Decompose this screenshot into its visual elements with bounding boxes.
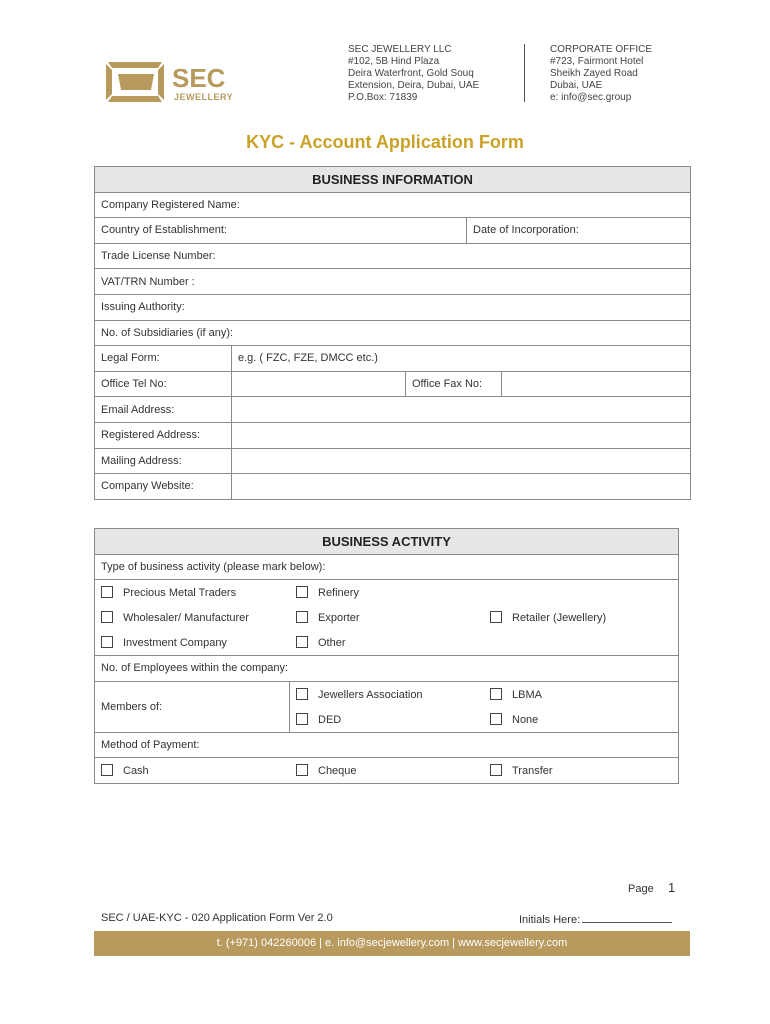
checkbox-icon[interactable] — [101, 636, 113, 648]
checkbox-icon[interactable] — [296, 586, 308, 598]
jewellers-association-option[interactable] — [296, 688, 423, 701]
office-fax-field[interactable] — [502, 371, 691, 397]
option-label: Refinery — [318, 587, 359, 600]
trade-license-number-field[interactable]: Trade License Number: — [95, 243, 691, 269]
address-left-line: SEC JEWELLERY LLC — [348, 44, 452, 55]
page-label: Page — [628, 883, 654, 895]
mailing-address-field[interactable] — [232, 448, 691, 474]
address-right-line: #723, Fairmont Hotel — [550, 56, 644, 67]
business-type-options — [95, 580, 679, 656]
logo-brand-text: SEC — [172, 63, 226, 93]
no-of-employees-field[interactable]: No. of Employees within the company: — [95, 656, 679, 682]
email-address-label: Email Address: — [95, 397, 232, 423]
country-of-establishment-field[interactable]: Country of Establishment: — [95, 218, 467, 244]
option-label: Jewellers Association — [318, 688, 423, 701]
option-label: Investment Company — [123, 637, 227, 650]
form-code: SEC / UAE-KYC - 020 Application Form Ver 2.0 — [101, 912, 333, 924]
wholesaler-option[interactable] — [101, 611, 249, 624]
exporter-option[interactable] — [296, 611, 360, 624]
option-label: Cheque — [318, 765, 357, 778]
option-label: Exporter — [318, 612, 360, 625]
address-right-line: CORPORATE OFFICE — [550, 44, 653, 55]
mailing-address-label: Mailing Address: — [95, 448, 232, 474]
payment-method-label: Method of Payment: — [95, 732, 679, 758]
cash-option[interactable] — [101, 764, 149, 777]
business-type-prompt: Type of business activity (please mark below): — [95, 554, 679, 580]
payment-options — [95, 758, 679, 784]
option-label: Other — [318, 637, 346, 650]
precious-metal-traders-option[interactable] — [101, 586, 236, 599]
checkbox-icon[interactable] — [101, 611, 113, 623]
address-left-line: Extension, Deira, Dubai, UAE — [348, 80, 480, 91]
option-label: Retailer (Jewellery) — [512, 612, 607, 625]
email-address-field[interactable] — [232, 397, 691, 423]
registered-address-label: Registered Address: — [95, 422, 232, 448]
cheque-option[interactable] — [296, 764, 357, 777]
address-left-line: Deira Waterfront, Gold Souq — [348, 68, 474, 79]
option-label: DED — [318, 713, 342, 726]
legal-form-field[interactable]: e.g. ( FZC, FZE, DMCC etc.) — [232, 346, 691, 372]
address-right-line: e: info@sec.group — [550, 92, 632, 103]
no-of-subsidiaries-field[interactable]: No. of Subsidiaries (if any): — [95, 320, 691, 346]
checkbox-icon[interactable] — [296, 611, 308, 623]
address-left-line: #102, 5B Hind Plaza — [348, 56, 440, 67]
checkbox-icon[interactable] — [490, 688, 502, 700]
form-title: KYC - Account Application Form — [246, 132, 524, 152]
registered-address-field[interactable] — [232, 422, 691, 448]
initials-field[interactable] — [519, 912, 672, 926]
members-options — [290, 681, 679, 732]
office-fax-label: Office Fax No: — [406, 371, 502, 397]
initials-underline — [582, 912, 672, 923]
business-activity-heading: BUSINESS ACTIVITY — [95, 529, 679, 555]
address-right — [550, 44, 652, 104]
address-right-line: Sheikh Zayed Road — [550, 68, 638, 79]
date-of-incorporation-field[interactable]: Date of Incorporation: — [467, 218, 691, 244]
option-label: Precious Metal Traders — [123, 587, 237, 600]
members-of-label: Members of: — [95, 681, 290, 732]
option-label: Cash — [123, 765, 149, 778]
header-divider — [524, 44, 525, 102]
logo-brand-subtext: JEWELLERY — [174, 92, 234, 102]
company-website-label: Company Website: — [95, 474, 232, 500]
investment-company-option[interactable] — [101, 636, 227, 649]
refinery-option[interactable] — [296, 586, 359, 599]
initials-label: Initials Here: — [519, 914, 581, 926]
checkbox-icon[interactable] — [296, 713, 308, 725]
legal-form-label: Legal Form: — [95, 346, 232, 372]
option-label: Wholesaler/ Manufacturer — [123, 612, 249, 625]
checkbox-icon[interactable] — [490, 611, 502, 623]
sec-jewellery-logo — [104, 60, 244, 104]
checkbox-icon[interactable] — [296, 688, 308, 700]
other-option[interactable] — [296, 636, 346, 649]
checkbox-icon[interactable] — [490, 713, 502, 725]
checkbox-icon[interactable] — [490, 764, 502, 776]
issuing-authority-field[interactable]: Issuing Authority: — [95, 294, 691, 320]
business-information-table — [94, 166, 691, 500]
option-label: Transfer — [512, 765, 553, 778]
address-left-line: P.O.Box: 71839 — [348, 92, 418, 103]
ded-option[interactable] — [296, 713, 341, 726]
checkbox-icon[interactable] — [296, 636, 308, 648]
checkbox-icon[interactable] — [101, 586, 113, 598]
business-activity-table — [94, 528, 679, 784]
address-left — [348, 44, 479, 104]
contact-bar: t. (+971) 042260006 | e. info@secjewellery.com | www.secjewellery.com — [94, 931, 690, 956]
office-tel-label: Office Tel No: — [95, 371, 232, 397]
transfer-option[interactable] — [490, 764, 553, 777]
option-label: LBMA — [512, 688, 542, 701]
checkbox-icon[interactable] — [296, 764, 308, 776]
retailer-option[interactable] — [490, 611, 606, 624]
option-label: None — [512, 713, 539, 726]
business-information-heading: BUSINESS INFORMATION — [95, 167, 691, 193]
company-registered-name-field[interactable]: Company Registered Name: — [95, 192, 691, 218]
page-number: 1 — [668, 880, 676, 895]
none-option[interactable] — [490, 713, 538, 726]
address-right-line: Dubai, UAE — [550, 80, 603, 91]
checkbox-icon[interactable] — [101, 764, 113, 776]
lbma-option[interactable] — [490, 688, 542, 701]
vat-trn-number-field[interactable]: VAT/TRN Number : — [95, 269, 691, 295]
company-website-field[interactable] — [232, 474, 691, 500]
office-tel-field[interactable] — [232, 371, 406, 397]
